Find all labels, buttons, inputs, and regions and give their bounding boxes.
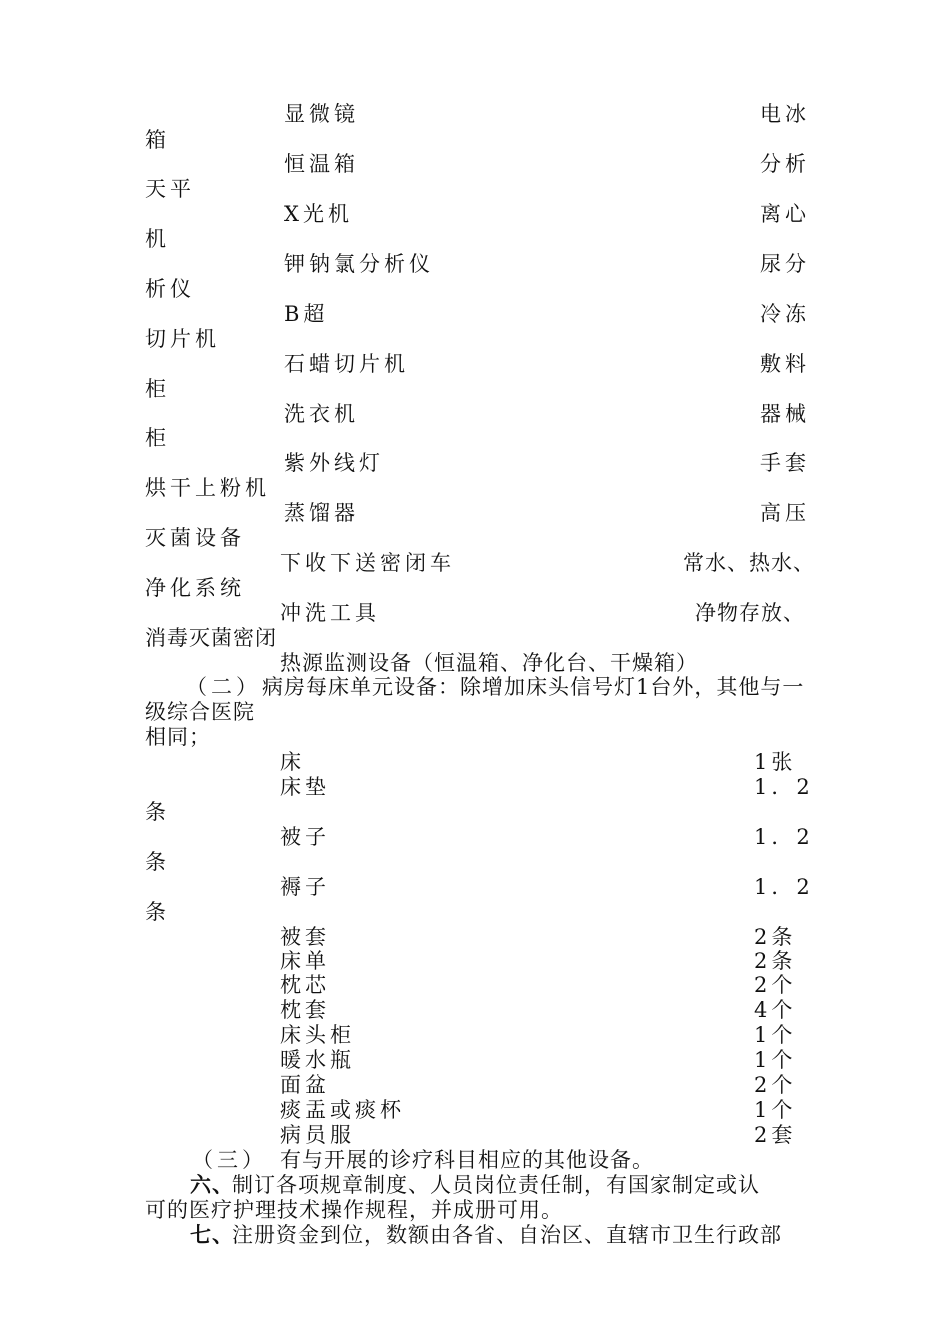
equip-6-wrap: 柜 (145, 377, 170, 401)
equip-10-next: 常水、热水、 (683, 551, 815, 575)
bed-item-10-name: 暖水瓶 (280, 1048, 355, 1072)
bed-item-10-qty: 1个 (754, 1048, 797, 1072)
equip-10-wrap: 净化系统 (145, 576, 245, 600)
equip-7-next: 器械 (760, 402, 810, 426)
equip-3-name: X光机 (284, 202, 353, 226)
equip-1-name: 显微镜 (284, 102, 359, 126)
equip-8-wrap: 烘干上粉机 (145, 476, 270, 500)
section2-text: 病房每床单元设备：除增加床头信号灯1台外，其他与一 (262, 675, 805, 699)
section7-label: 七、 (190, 1222, 234, 1247)
bed-item-4-wrap: 条 (145, 900, 170, 924)
bed-item-3-wrap: 条 (145, 850, 170, 874)
equip-11-next: 净物存放、 (695, 601, 805, 625)
equip-6-next: 敷料 (760, 352, 810, 376)
bed-item-13-name: 病员服 (280, 1123, 355, 1147)
bed-item-2-qty: 1．2 (754, 775, 814, 799)
bed-item-11-qty: 2个 (754, 1073, 797, 1097)
equip-6-name: 石蜡切片机 (284, 352, 409, 376)
equip-4-wrap: 析仪 (145, 277, 195, 301)
equip-11-name: 冲洗工具 (280, 601, 380, 625)
bed-item-1-qty: 1张 (754, 750, 797, 774)
heat-source-line: 热源监测设备（恒温箱、净化台、干燥箱） (280, 651, 698, 675)
bed-item-2-wrap: 条 (145, 800, 170, 824)
equip-3-next: 离心 (760, 202, 810, 226)
bed-item-3-name: 被子 (280, 825, 330, 849)
bed-item-4-qty: 1．2 (754, 875, 814, 899)
bed-item-3-qty: 1．2 (754, 825, 814, 849)
equip-9-name: 蒸馏器 (284, 501, 359, 525)
bed-item-13-qty: 2套 (754, 1123, 797, 1147)
equip-7-wrap: 柜 (145, 426, 170, 450)
equip-9-next: 高压 (760, 501, 810, 525)
equip-11-wrap: 消毒灭菌密闭 (145, 626, 277, 650)
equip-5-wrap: 切片机 (145, 327, 220, 351)
bed-item-1-name: 床 (280, 750, 305, 774)
equip-5-name: B超 (284, 302, 329, 326)
section2-cont2: 相同； (145, 725, 211, 749)
bed-item-2-name: 床垫 (280, 775, 330, 799)
section7-text: 注册资金到位，数额由各省、自治区、直辖市卫生行政部 (232, 1223, 782, 1247)
equip-2-wrap: 天平 (145, 177, 195, 201)
bed-item-12-name: 痰盂或痰杯 (280, 1098, 405, 1122)
bed-item-7-qty: 2个 (754, 973, 797, 997)
bed-item-11-name: 面盆 (280, 1073, 330, 1097)
section3-label: （三） (192, 1148, 267, 1172)
equip-8-next: 手套 (760, 451, 810, 475)
bed-item-6-qty: 2条 (754, 949, 797, 973)
bed-item-9-qty: 1个 (754, 1023, 797, 1047)
equip-10-name: 下收下送密闭车 (280, 551, 455, 575)
bed-item-9-name: 床头柜 (280, 1023, 355, 1047)
bed-item-5-qty: 2条 (754, 925, 797, 949)
equip-1-next: 电冰 (760, 102, 810, 126)
equip-2-name: 恒温箱 (284, 152, 359, 176)
bed-item-8-qty: 4个 (754, 998, 797, 1022)
section2-label: （二） (186, 675, 261, 699)
section2-cont1: 级综合医院 (145, 700, 255, 724)
bed-item-8-name: 枕套 (280, 998, 330, 1022)
equip-3-wrap: 机 (145, 227, 170, 251)
equip-5-next: 冷冻 (760, 302, 810, 326)
bed-item-6-name: 床单 (280, 949, 330, 973)
equip-8-name: 紫外线灯 (284, 451, 384, 475)
equip-4-next: 尿分 (760, 252, 810, 276)
equip-4-name: 钾钠氯分析仪 (284, 252, 434, 276)
section3-text: 有与开展的诊疗科目相应的其他设备。 (280, 1148, 654, 1172)
bed-item-12-qty: 1个 (754, 1098, 797, 1122)
equip-2-next: 分析 (760, 152, 810, 176)
bed-item-7-name: 枕芯 (280, 973, 330, 997)
bed-item-5-name: 被套 (280, 925, 330, 949)
section6-text: 制订各项规章制度、人员岗位责任制，有国家制定或认 (232, 1173, 760, 1197)
equip-7-name: 洗衣机 (284, 402, 359, 426)
bed-item-4-name: 褥子 (280, 875, 330, 899)
equip-9-wrap: 灭菌设备 (145, 526, 245, 550)
equip-1-wrap: 箱 (145, 128, 170, 152)
section6-cont: 可的医疗护理技术操作规程，并成册可用。 (145, 1198, 563, 1222)
section6-label: 六、 (190, 1172, 234, 1197)
